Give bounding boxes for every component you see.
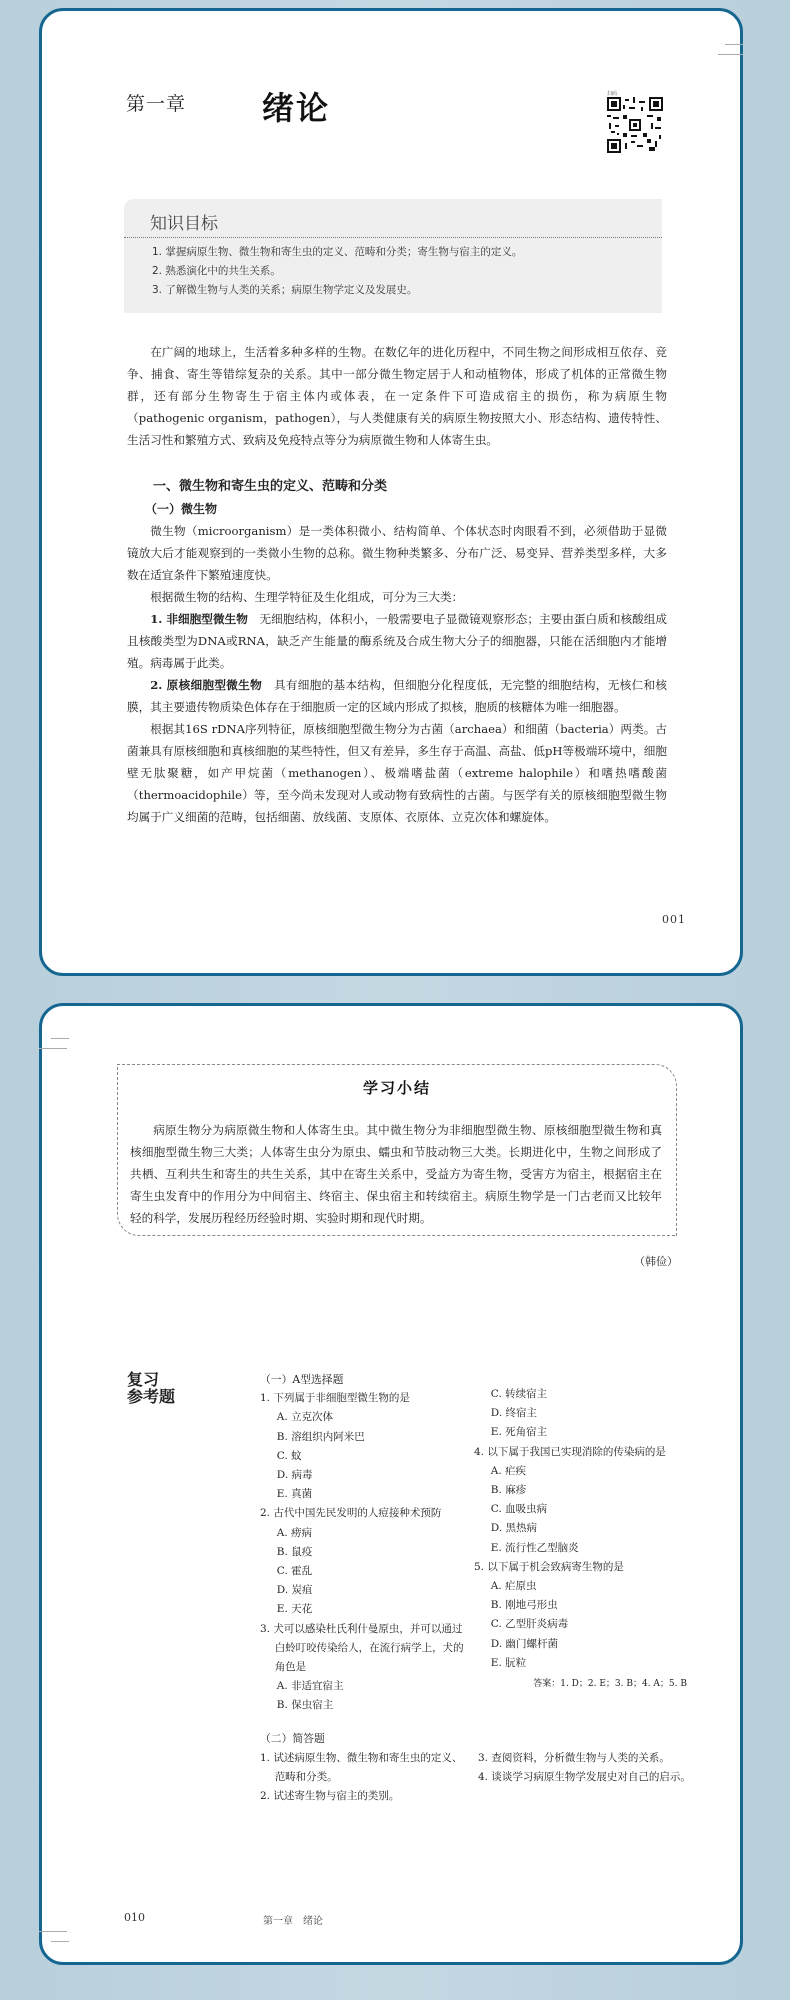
edge-mark — [725, 44, 743, 45]
goal-item: 2. 熟悉演化中的共生关系。 — [152, 265, 281, 277]
knowledge-goals-box — [124, 199, 662, 313]
section-heading: 一、微生物和寄生虫的定义、范畴和分类 — [153, 479, 388, 494]
question-option: C. 乙型肝炎病毒 — [490, 1618, 569, 1631]
footer-chapter-title: 第一章 绪论 — [263, 1916, 323, 1927]
subsection-heading: （一）微生物 — [145, 502, 218, 516]
goals-title: 知识目标 — [150, 214, 218, 234]
rdna-paragraph: 根据其16S rDNA序列特征，原核细胞型微生物分为古菌（archaea）和细菌（bacteria）两类。古菌兼具有原核细胞和真核细胞的某些特性，但又有差异，多生存于高温、高盐、低pH等极端环境中，细胞壁无肽聚糖，如产甲烷菌（methanogen）、极端嗜盐菌（extreme halophile）和嗜热嗜酸菌（thermoacidophile）等，至今尚未发现对人或动物有致病性的古菌。与医学有关的原核细胞型微生物均属于广义细菌的范畴，包括细菌、放线菌、支原体、衣原体、立克次体和螺旋体。 — [127, 722, 667, 824]
question-stem: 3. 犬可以感染杜氏利什曼原虫，并可以通过白蛉叮咬传染给人，在流行病学上，犬的角色是 — [260, 1622, 464, 1674]
question-option: E. 死角宿主 — [490, 1426, 548, 1439]
class2-lead: 2. 原核细胞型微生物 — [150, 678, 263, 692]
question-option: C. 血吸虫病 — [490, 1503, 548, 1516]
question-option: D. 病毒 — [276, 1469, 313, 1482]
short-answer-col-right — [478, 1749, 703, 1806]
goals-list — [124, 238, 662, 300]
page-001 — [39, 8, 743, 976]
summary-text: 病原生物分为病原微生物和人体寄生虫。其中微生物分为非细胞型微生物、原核细胞型微生物和真核细胞型微生物三大类；人体寄生虫分为原虫、蠕虫和节肢动物三大类。长期进化中，生物之间形成了共栖、互利共生和寄生的共生关系，其中在寄生关系中，受益方为寄生物，受害方为宿主，根据宿主在寄生虫发育中的作用分为中间宿主、终宿主、保虫宿主和转续宿主。病原生物学是一门古老而又比较年轻的科学，发展历程经历经验时期、实验时期和现代时期。 — [130, 1123, 662, 1225]
question-option: E. 真菌 — [276, 1488, 313, 1501]
class1-lead: 1. 非细胞型微生物 — [150, 612, 248, 626]
short-answer-col-left — [260, 1749, 470, 1806]
question-option: E. 流行性乙型脑炎 — [490, 1541, 579, 1554]
question-stem: 5. 以下属于机会致病寄生物的是 — [474, 1560, 624, 1573]
question-option: A. 非适宜宿主 — [276, 1680, 344, 1693]
question-option: E. 朊粒 — [490, 1656, 527, 1669]
review-heading-line1: 复习 — [127, 1370, 160, 1389]
footer-page-number: 010 — [124, 1911, 145, 1924]
question-stem: 1. 下列属于非细胞型微生物的是 — [260, 1392, 410, 1405]
short-answer-item: 4. 谈谈学习病原生物学发展史对自己的启示。 — [478, 1771, 691, 1783]
question-stem: 2. 古代中国先民发明的人痘接种术预防 — [260, 1507, 442, 1520]
edge-mark — [51, 1941, 69, 1942]
goal-item: 1. 掌握病原生物、微生物和寄生虫的定义、范畴和分类；寄生物与宿主的定义。 — [152, 246, 523, 258]
question-option: A. 痨病 — [276, 1526, 313, 1539]
learning-summary-box — [117, 1064, 677, 1236]
definition-paragraph: 微生物（microorganism）是一类体积微小、结构简单、个体状态时肉眼看不到，必须借助于显微镜放大后才能观察到的一类微小生物的总称。微生物种类繁多、分布广泛、易变异、营养类型多样，大多数在适宜条件下繁殖速度快。 — [127, 524, 667, 582]
edge-mark — [718, 54, 743, 55]
question-option: A. 疟原虫 — [490, 1580, 537, 1593]
class2-paragraph — [127, 674, 667, 718]
edge-mark — [39, 1048, 67, 1049]
question-option: A. 疟疾 — [490, 1464, 527, 1477]
section-1 — [127, 476, 667, 828]
mcq-section-title: （一）A型选择题 — [260, 1373, 344, 1386]
mcq-column-left — [260, 1370, 465, 1716]
question-option: B. 刚地弓形虫 — [490, 1599, 558, 1612]
short-answer-list — [260, 1749, 700, 1806]
question-option: B. 保虫宿主 — [276, 1699, 334, 1712]
question-option: B. 溶组织内阿米巴 — [276, 1430, 365, 1443]
intro-paragraph: 在广阔的地球上，生活着多种多样的生物。在数亿年的进化历程中，不同生物之间形成相互依存、竞争、捕食、寄生等错综复杂的关系。其中一部分微生物定居于人和动植物体，形成了机体的正常微生物群，还有部分生物寄生于宿主体内或体表，在一定条件下可造成宿主的损伤，称为病原生物（pathogenic organism，pathogen），与人类健康有关的病原生物按照大小、形态结构、遗传特性、生活习性和繁殖方式、致病及免疫特点等分为病原微生物和人体寄生虫。 — [127, 345, 667, 447]
question-option: C. 转续宿主 — [490, 1388, 548, 1400]
question-option: B. 麻疹 — [490, 1484, 527, 1497]
qr-label: 扫码 — [607, 91, 618, 97]
chapter-number: 第一章 — [126, 93, 187, 115]
question-option: B. 鼠疫 — [276, 1545, 313, 1558]
mcq-column-right — [474, 1385, 699, 1694]
class1-text: 无细胞结构，体积小，一般需要电子显微镜观察形态；主要由蛋白质和核酸组成且核酸类型为DNA或RNA，缺乏产生能量的酶系统及合成生物大分子的细胞器，只能在活细胞内才能增殖。病毒属于此类。 — [127, 612, 667, 670]
question-option: C. 蚊 — [276, 1449, 302, 1462]
review-heading — [127, 1371, 175, 1405]
question-option: D. 终宿主 — [490, 1407, 538, 1420]
review-heading-line2: 参考题 — [127, 1387, 176, 1406]
edge-mark — [39, 1931, 67, 1932]
goal-item: 3. 了解微生物与人类的关系；病原生物学定义及发展史。 — [152, 284, 418, 296]
short-answer-section-title: （二）简答题 — [260, 1732, 325, 1745]
question-option: E. 天花 — [276, 1603, 313, 1616]
answer-key: 答案：1. D；2. E；3. B；4. A；5. B — [533, 1679, 687, 1690]
page-010 — [39, 1003, 743, 1965]
question-option: D. 炭疽 — [276, 1584, 313, 1597]
class1-paragraph — [127, 608, 667, 674]
qr-code-graphic — [607, 97, 663, 153]
short-answer-item: 3. 查阅资料，分析微生物与人类的关系。 — [478, 1752, 670, 1764]
question-option: D. 幽门螺杆菌 — [490, 1637, 559, 1650]
page-number: 001 — [662, 913, 686, 926]
classes-intro-paragraph: 根据微生物的结构、生理学特征及生化组成，可分为三大类： — [150, 590, 464, 604]
author-credit: （韩俭） — [634, 1255, 678, 1268]
short-answer-item: 1. 试述病原生物、微生物和寄生虫的定义、范畴和分类。 — [260, 1752, 463, 1783]
summary-title: 学习小结 — [362, 1079, 431, 1097]
short-answer-item: 2. 试述寄生物与宿主的类别。 — [260, 1790, 400, 1802]
class2-text: 具有细胞的基本结构，但细胞分化程度低，无完整的细胞结构，无核仁和核膜，其主要遗传物质染色体存在于细胞质一定的区域内形成了拟核，胞质的核糖体为唯一细胞器。 — [127, 678, 668, 714]
question-stem: 4. 以下属于我国已实现消除的传染病的是 — [474, 1445, 666, 1458]
question-option: A. 立克次体 — [276, 1411, 334, 1424]
question-option: C. 霍乱 — [276, 1565, 313, 1578]
question-option: D. 黑热病 — [490, 1522, 538, 1535]
edge-mark — [51, 1038, 69, 1039]
chapter-title: 绪论 — [262, 89, 331, 127]
intro-paragraph-block — [127, 341, 667, 451]
qr-code-icon[interactable] — [607, 91, 663, 155]
